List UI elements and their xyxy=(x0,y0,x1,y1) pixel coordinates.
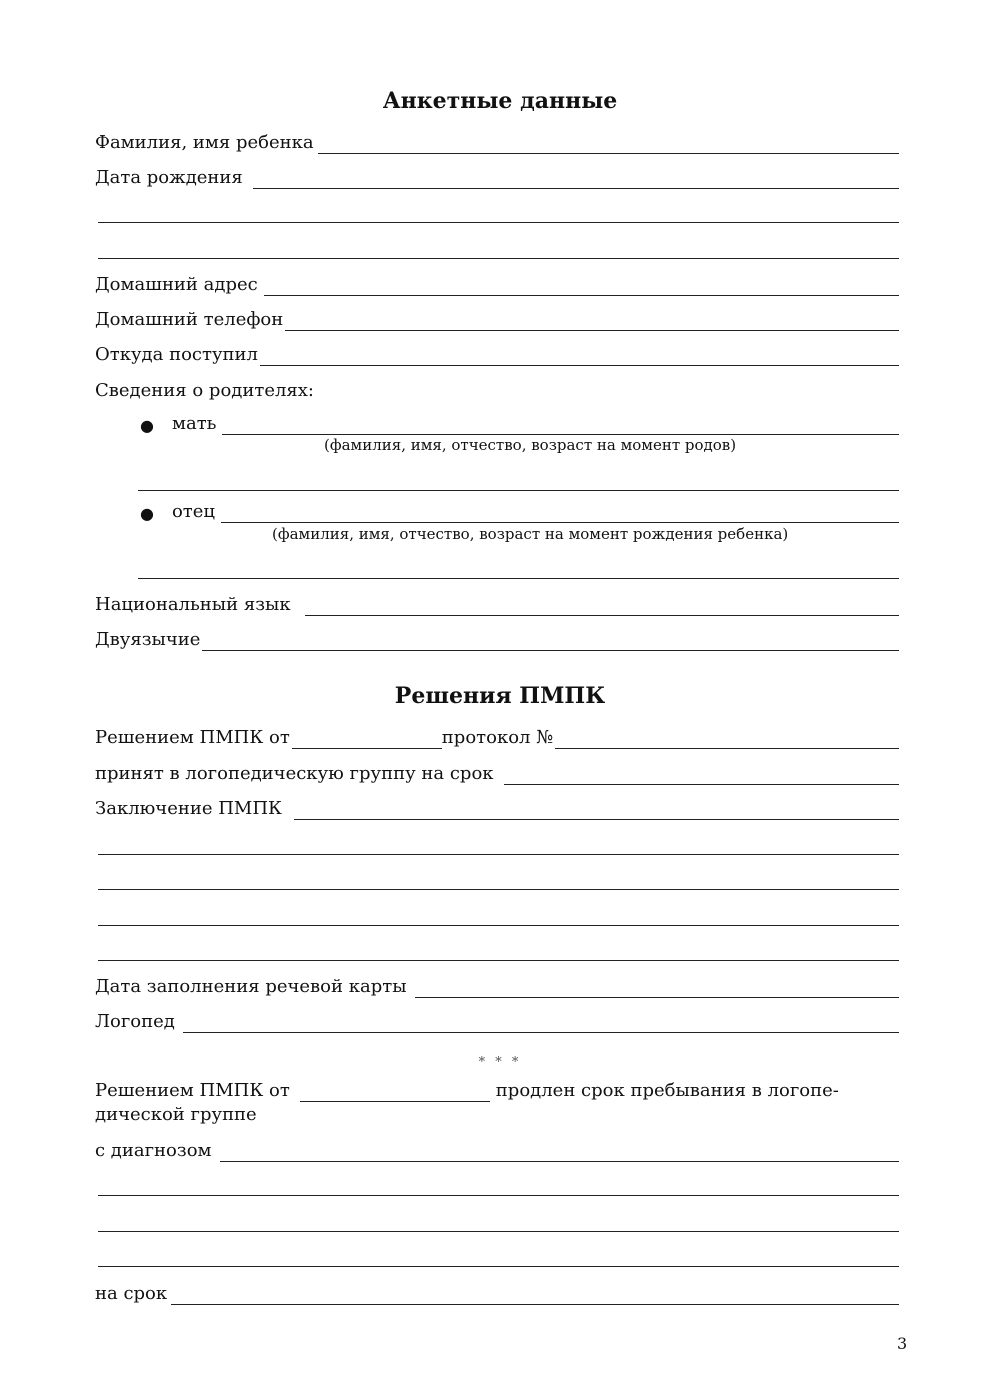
father-row xyxy=(140,497,899,523)
accepted-row xyxy=(95,759,899,785)
decision-date-field[interactable] xyxy=(292,728,442,749)
language-field[interactable] xyxy=(305,595,899,616)
decision-label: Решением ПМПК от xyxy=(95,727,290,748)
separator-stars: * * * xyxy=(478,1055,522,1070)
logoped-field[interactable] xyxy=(183,1012,899,1033)
page-number: 3 xyxy=(897,1334,908,1353)
bilingual-label: Двуязычие xyxy=(95,629,201,650)
blank-line[interactable] xyxy=(98,222,899,223)
blank-line[interactable] xyxy=(98,1231,899,1232)
logoped-row xyxy=(95,1007,899,1033)
phone-label: Домашний телефон xyxy=(95,309,284,330)
conclusion-field[interactable] xyxy=(294,799,899,820)
conclusion-row xyxy=(95,794,899,820)
accepted-term-field[interactable] xyxy=(504,764,899,785)
mother-label: мать xyxy=(171,413,217,434)
term-row xyxy=(95,1279,899,1305)
language-label: Национальный язык xyxy=(95,594,291,615)
surname-row xyxy=(95,128,899,154)
diagnosis-row xyxy=(95,1136,899,1162)
blank-line[interactable] xyxy=(98,258,899,259)
extended-label-3: дической группе xyxy=(95,1104,257,1125)
mother-row xyxy=(140,409,899,435)
mother-field[interactable] xyxy=(222,414,899,435)
section-title-questionnaire: Анкетные данные xyxy=(382,88,618,114)
filldate-row xyxy=(95,972,899,998)
blank-line[interactable] xyxy=(98,854,899,855)
extended-label-2: продлен срок пребывания в логопе- xyxy=(495,1080,839,1101)
extended-label-1: Решением ПМПК от xyxy=(95,1080,290,1101)
from-field[interactable] xyxy=(260,345,899,366)
parents-label: Сведения о родителях: xyxy=(95,380,314,401)
term-label: на срок xyxy=(95,1283,168,1304)
father-field[interactable] xyxy=(221,502,899,523)
father-label: отец xyxy=(171,501,215,522)
surname-label: Фамилия, имя ребенка xyxy=(95,132,314,153)
address-field[interactable] xyxy=(264,275,899,296)
blank-line[interactable] xyxy=(138,490,899,491)
accepted-label: принят в логопедическую группу на срок xyxy=(95,763,494,784)
protocol-label: протокол № xyxy=(441,727,554,748)
bullet-icon: ● xyxy=(140,504,154,523)
blank-line[interactable] xyxy=(98,1195,899,1196)
logoped-label: Логопед xyxy=(95,1011,175,1032)
address-row xyxy=(95,270,899,296)
filldate-field[interactable] xyxy=(415,977,899,998)
address-label: Домашний адрес xyxy=(95,274,258,295)
conclusion-label: Заключение ПМПК xyxy=(95,798,282,819)
father-caption: (фамилия, имя, отчество, возраст на момент рождения ребенка) xyxy=(272,525,789,543)
bilingual-field[interactable] xyxy=(202,630,899,651)
filldate-label: Дата заполнения речевой карты xyxy=(95,976,407,997)
parents-row xyxy=(95,376,899,402)
bullet-icon: ● xyxy=(140,416,154,435)
section-title-pmpk: Решения ПМПК xyxy=(394,683,606,709)
extended-row xyxy=(95,1076,899,1102)
extended-date-field[interactable] xyxy=(300,1081,490,1102)
blank-line[interactable] xyxy=(98,889,899,890)
diagnosis-field[interactable] xyxy=(220,1141,899,1162)
phone-row xyxy=(95,305,899,331)
diagnosis-label: с диагнозом xyxy=(95,1140,212,1161)
from-label: Откуда поступил xyxy=(95,344,258,365)
blank-line[interactable] xyxy=(98,1266,899,1267)
birthdate-label: Дата рождения xyxy=(95,167,243,188)
from-row xyxy=(95,340,899,366)
decision-row xyxy=(95,723,899,749)
protocol-field[interactable] xyxy=(555,728,899,749)
term-field[interactable] xyxy=(171,1284,899,1305)
birthdate-field[interactable] xyxy=(253,168,899,189)
blank-line[interactable] xyxy=(98,925,899,926)
blank-line[interactable] xyxy=(138,578,899,579)
surname-field[interactable] xyxy=(318,133,899,154)
language-row xyxy=(95,590,899,616)
mother-caption: (фамилия, имя, отчество, возраст на момент родов) xyxy=(324,436,737,454)
phone-field[interactable] xyxy=(285,310,899,331)
birthdate-row xyxy=(95,163,899,189)
bilingual-row xyxy=(95,625,899,651)
blank-line[interactable] xyxy=(98,960,899,961)
